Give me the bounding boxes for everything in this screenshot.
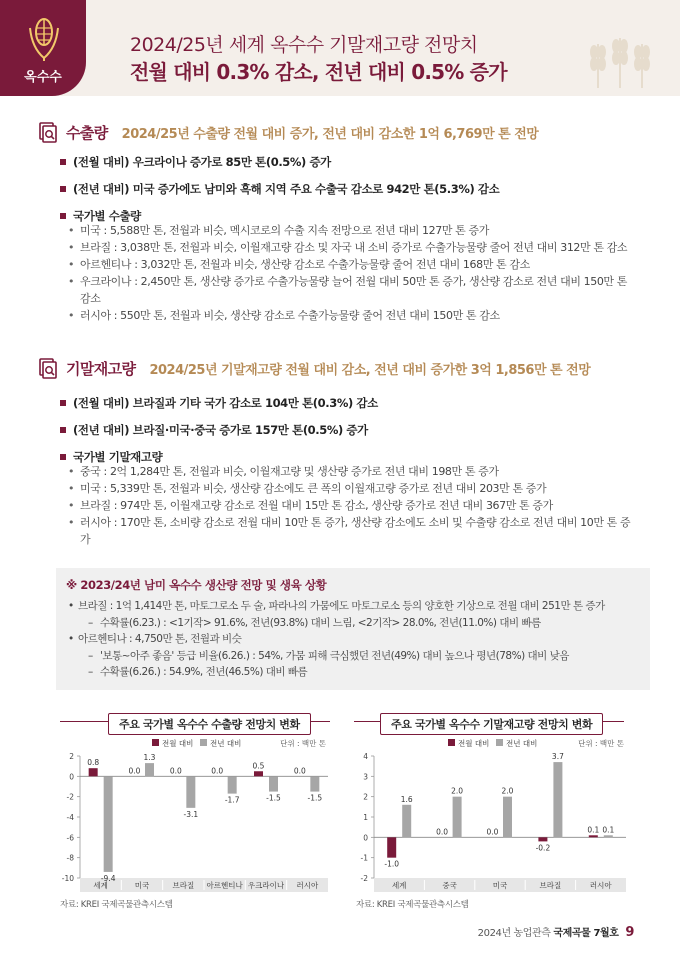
unit-label: 단위 : 백만 톤 — [280, 739, 326, 748]
data-label: 1.6 — [400, 794, 413, 804]
bar — [402, 805, 411, 838]
x-tick-label: 미국 — [134, 881, 150, 890]
data-label: 1.3 — [143, 753, 156, 763]
data-label: -1.7 — [224, 795, 240, 805]
report-search-icon — [38, 121, 60, 143]
data-label: 0.0 — [211, 766, 224, 776]
data-label: 0.5 — [252, 761, 265, 771]
y-tick-label: -8 — [66, 853, 74, 863]
bar — [269, 776, 278, 791]
x-tick-label: 세계 — [391, 881, 407, 890]
y-tick-label: 3 — [363, 772, 368, 782]
y-tick-label: -4 — [66, 813, 74, 822]
x-tick-label: 러시아 — [296, 881, 319, 890]
note-title: ※ 2023/24년 남미 옥수수 생산량 전망 및 생육 상황 — [66, 578, 327, 592]
export-section-title: 수출량 — [66, 123, 108, 142]
stock-change-chart — [350, 732, 630, 894]
list-item: • 브라질 : 974만 톤, 이월재고량 감소로 전월 대비 15만 톤 감소, 생산량 증가로 전년 대비 367만 톤 증가 — [68, 497, 638, 514]
x-tick-label: 아르헨티나 — [206, 881, 243, 890]
bar — [453, 797, 462, 838]
export-country-list — [68, 222, 638, 324]
y-tick-label: 2 — [363, 792, 368, 802]
data-label: 0.0 — [128, 766, 141, 776]
stock-bullet-country: 국가별 기말재고량 — [60, 449, 162, 465]
data-label: 0.1 — [587, 825, 600, 835]
bar — [589, 835, 598, 837]
data-label: 3.7 — [551, 752, 564, 762]
x-tick-label: 세계 — [93, 881, 108, 890]
data-label: -3.1 — [183, 809, 199, 819]
badge-label: 옥수수 — [24, 70, 62, 85]
export-section-header — [38, 120, 538, 144]
page-header — [0, 0, 680, 96]
south-america-note-box — [56, 568, 650, 690]
y-tick-label: -10 — [61, 874, 74, 883]
data-label: -0.2 — [535, 843, 551, 853]
data-label: 2.0 — [501, 786, 514, 796]
bar — [538, 837, 547, 841]
legend-swatch-mom — [448, 739, 455, 746]
stock-section-title: 기말재고량 — [66, 359, 136, 378]
list-item: • 러시아 : 550만 톤, 전월과 비슷, 생산량 감소로 수출가능물량 줄어 전년 대비 150만 톤 감소 — [68, 307, 638, 324]
bar — [186, 776, 195, 808]
list-item: • 미국 : 5,339만 톤, 전월과 비슷, 생산량 감소에도 큰 폭의 이월재고량 증가로 전년 대비 203만 톤 증가 — [68, 480, 638, 497]
x-tick-label: 러시아 — [589, 881, 612, 890]
y-tick-label: 0 — [69, 772, 74, 782]
wheat-decoration-icon — [584, 34, 654, 88]
legend-swatch-yoy — [200, 739, 207, 746]
y-tick-label: -2 — [360, 874, 368, 883]
data-label: -1.0 — [384, 859, 400, 869]
footer-issue: 국제곡물 7월호 — [553, 928, 619, 939]
data-label: -9.4 — [100, 873, 116, 883]
stock-country-list — [68, 463, 638, 548]
data-label: 0.0 — [436, 827, 449, 837]
data-label: 2.0 — [451, 786, 464, 796]
bar — [254, 771, 263, 776]
export-bullet-country: 국가별 수출량 — [60, 208, 141, 224]
legend-label-yoy: 전년 대비 — [210, 739, 242, 748]
y-tick-label: 2 — [69, 752, 74, 761]
chart-title-export: 주요 국가별 옥수수 수출량 전망치 변화 — [108, 713, 311, 735]
bar — [604, 835, 613, 837]
stock-bullet-yoy: (전년 대비) 브라질·미국·중국 증가로 157만 톤(0.5%) 증가 — [60, 422, 368, 438]
data-label: 0.0 — [169, 766, 182, 776]
legend-swatch-yoy — [496, 739, 503, 746]
bar — [387, 837, 396, 857]
data-label: -1.5 — [266, 793, 281, 803]
data-label: 0.0 — [293, 766, 306, 776]
y-tick-label: 1 — [363, 813, 368, 822]
y-tick-label: -6 — [66, 833, 74, 843]
footer-publication: 2024년 농업관측 — [477, 928, 551, 939]
note-lines — [68, 598, 644, 681]
stock-section-desc: 2024/25년 기말재고량 전월 대비 감소, 전년 대비 증가한 3억 1,856만 톤 전망 — [149, 362, 591, 378]
bar — [145, 763, 154, 776]
source-note: 자료: KREI 국제곡물관측시스템 — [356, 900, 469, 910]
data-label: 0.1 — [602, 825, 615, 835]
x-tick-label: 미국 — [492, 881, 508, 890]
list-item: • 중국 : 2억 1,284만 톤, 전월과 비슷, 이월재고량 및 생산량 증가로 전년 대비 198만 톤 증가 — [68, 463, 638, 480]
category-badge — [0, 0, 86, 96]
y-tick-label: 4 — [363, 752, 368, 761]
legend-label-mom: 전월 대비 — [162, 739, 194, 748]
page-footer — [478, 924, 634, 940]
data-label: -1.5 — [307, 793, 323, 803]
note-line: • 브라질 : 1억 1,414만 톤, 마토그로소 두 술, 파라나의 가뭄에도 마토그로소 등의 양호한 기상으로 전월 대비 251만 톤 증가 — [68, 598, 644, 615]
x-tick-label: 중국 — [442, 881, 457, 890]
y-tick-label: 0 — [363, 833, 368, 843]
export-bullet-mom: (전월 대비) 우크라이나 증가로 85만 톤(0.5%) 증가 — [60, 154, 331, 170]
legend-label-mom: 전월 대비 — [458, 739, 490, 748]
legend-swatch-mom — [152, 739, 159, 746]
corn-icon — [26, 14, 62, 62]
list-item: • 우크라이나 : 2,450만 톤, 생산량 증가로 수출가능물량 늘어 전월 대비 50만 톤 증가, 생산량 감소로 전년 대비 150만 톤 감소 — [68, 273, 638, 307]
x-tick-label: 우크라이나 — [247, 881, 285, 890]
note-line: • 아르헨티나 : 4,750만 톤, 전월과 비슷 — [68, 631, 644, 648]
page-title: 2024/25년 세계 옥수수 기말재고량 전망치 — [130, 34, 478, 56]
page-number: 9 — [625, 925, 634, 940]
chart-title-stock: 주요 국가별 옥수수 기말재고량 전망치 변화 — [380, 713, 603, 735]
data-label: 0.8 — [87, 758, 100, 768]
list-item: • 브라질 : 3,038만 톤, 전월과 비슷, 이월재고량 감소 및 자국 내 소비 증가로 수출가능물량 줄어 전년 대비 312만 톤 감소 — [68, 239, 638, 256]
x-tick-label: 브라질 — [539, 881, 562, 890]
y-tick-label: -1 — [360, 853, 368, 863]
note-line: – '보통~아주 좋음' 등급 비율(6.26.) : 54%, 가뭄 피해 극심했던 전년(49%) 대비 높으나 평년(78%) 대비 낮음 — [68, 648, 644, 665]
x-tick-label: 브라질 — [172, 881, 195, 890]
stock-bullet-mom: (전월 대비) 브라질과 기타 국가 감소로 104만 톤(0.3%) 감소 — [60, 395, 378, 411]
bar — [553, 762, 562, 837]
list-item: • 미국 : 5,588만 톤, 전월과 비슷, 멕시코로의 수출 지속 전망으로 전년 대비 127만 톤 증가 — [68, 222, 638, 239]
page-subtitle: 전월 대비 0.3% 감소, 전년 대비 0.5% 증가 — [130, 60, 507, 84]
bar — [310, 776, 319, 791]
source-note: 자료: KREI 국제곡물관측시스템 — [60, 900, 173, 910]
list-item: • 러시아 : 170만 톤, 소비량 감소로 전월 대비 10만 톤 증가, 생산량 감소에도 소비 및 수출량 감소로 전년 대비 10만 톤 증가 — [68, 514, 638, 548]
unit-label: 단위 : 백만 톤 — [578, 739, 624, 748]
export-section-desc: 2024/25년 수출량 전월 대비 증가, 전년 대비 감소한 1억 6,769만 톤 전망 — [121, 126, 539, 142]
y-tick-label: -2 — [66, 792, 74, 802]
data-label: 0.0 — [486, 827, 499, 837]
bar — [228, 776, 237, 793]
bar — [104, 776, 113, 872]
export-change-chart — [56, 732, 332, 894]
note-line: – 수확률(6.23.) : <1기작> 91.6%, 전년(93.8%) 대비 느림, <2기작> 28.0%, 전년(11.0%) 대비 빠름 — [68, 615, 644, 632]
legend-label-yoy: 전년 대비 — [506, 739, 538, 748]
note-line: – 수확률(6.26.) : 54.9%, 전년(46.5%) 대비 빠름 — [68, 664, 644, 681]
report-search-icon — [38, 357, 60, 379]
bar — [89, 768, 98, 776]
stock-section-header — [38, 356, 590, 380]
export-bullet-yoy: (전년 대비) 미국 증가에도 남미와 흑해 지역 주요 수출국 감소로 942만 톤(5.3%) 감소 — [60, 181, 499, 197]
list-item: • 아르헨티나 : 3,032만 톤, 전월과 비슷, 생산량 감소로 수출가능물량 줄어 전년 대비 168만 톤 감소 — [68, 256, 638, 273]
bar — [503, 797, 512, 838]
